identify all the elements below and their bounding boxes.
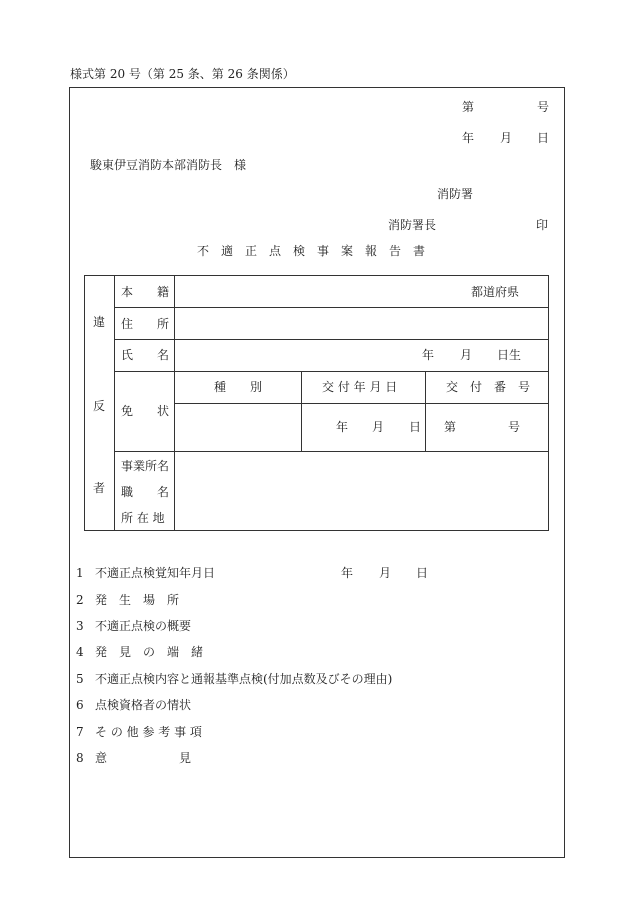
violator-char: 者: [93, 481, 106, 495]
item-label: 不適正点検覚知年月日: [95, 566, 216, 580]
license-date-day: 日: [409, 420, 422, 434]
doc-number-go: 号: [537, 100, 550, 114]
item-number: 6: [76, 698, 84, 712]
item-number: 4: [76, 645, 84, 659]
item-label: そ の 他 参 考 事 項: [95, 725, 202, 739]
item-number: 1: [76, 566, 84, 580]
row-line: [174, 403, 548, 404]
row-line: [114, 451, 548, 452]
item1-month: 月: [379, 566, 392, 580]
row-line: [114, 371, 548, 372]
recipient: 駿東伊豆消防本部消防長 様: [90, 158, 247, 172]
license-no-go: 号: [508, 420, 521, 434]
birth-year: 年: [422, 348, 435, 362]
doc-number-dai: 第: [462, 100, 475, 114]
item-number: 3: [76, 619, 84, 633]
fire-station: 消防署: [437, 187, 474, 201]
item-label: 点検資格者の情状: [95, 698, 192, 712]
jusho-label: 住 所: [121, 317, 170, 331]
shimei-label: 氏 名: [121, 348, 170, 362]
item-number: 2: [76, 593, 84, 607]
form-number: 様式第 20 号（第 25 条、第 26 条関係）: [70, 67, 295, 81]
violator-char: 反: [93, 399, 106, 413]
item1-year: 年: [341, 566, 354, 580]
item-label: 発 見 の 端 緒: [95, 645, 204, 659]
item-number: 7: [76, 725, 84, 739]
item-label: 発 生 場 所: [95, 593, 180, 607]
honseki-label: 本 籍: [121, 285, 170, 299]
birth-day-suffix: 日生: [497, 348, 522, 362]
shozaichi-label: 所 在 地: [121, 511, 165, 525]
station-chief: 消防署長: [388, 218, 437, 232]
row-line: [114, 339, 548, 340]
item-label: 不適正点検の概要: [95, 619, 192, 633]
license-date-month: 月: [372, 420, 385, 434]
seal-mark: 印: [536, 218, 549, 232]
item1-day: 日: [416, 566, 429, 580]
item-label: 不適正点検内容と通報基準点検(付加点数及びその理由): [95, 672, 393, 686]
date-year: 年: [462, 131, 475, 145]
license-type-header: 種 別: [214, 380, 263, 394]
date-day: 日: [537, 131, 550, 145]
col-line: [114, 276, 115, 530]
license-number-header: 交 付 番 号: [446, 380, 531, 394]
col-line: [301, 371, 302, 451]
shokumei-label: 職 名: [121, 485, 170, 499]
item-number: 5: [76, 672, 84, 686]
item-number: 8: [76, 751, 84, 765]
item-label: 意 見: [95, 751, 192, 765]
document-title: 不 適 正 点 検 事 案 報 告 書: [197, 244, 426, 258]
menkyo-label: 免 状: [121, 404, 170, 418]
birth-month: 月: [460, 348, 473, 362]
col-line: [425, 371, 426, 451]
row-line: [114, 307, 548, 308]
license-date-year: 年: [336, 420, 349, 434]
violator-char: 違: [93, 315, 106, 329]
license-date-header: 交 付 年 月 日: [322, 380, 398, 394]
jigyosho-label: 事業所名: [121, 459, 170, 473]
date-month: 月: [500, 131, 513, 145]
license-no-dai: 第: [444, 420, 457, 434]
honseki-suffix: 都道府県: [471, 285, 520, 299]
